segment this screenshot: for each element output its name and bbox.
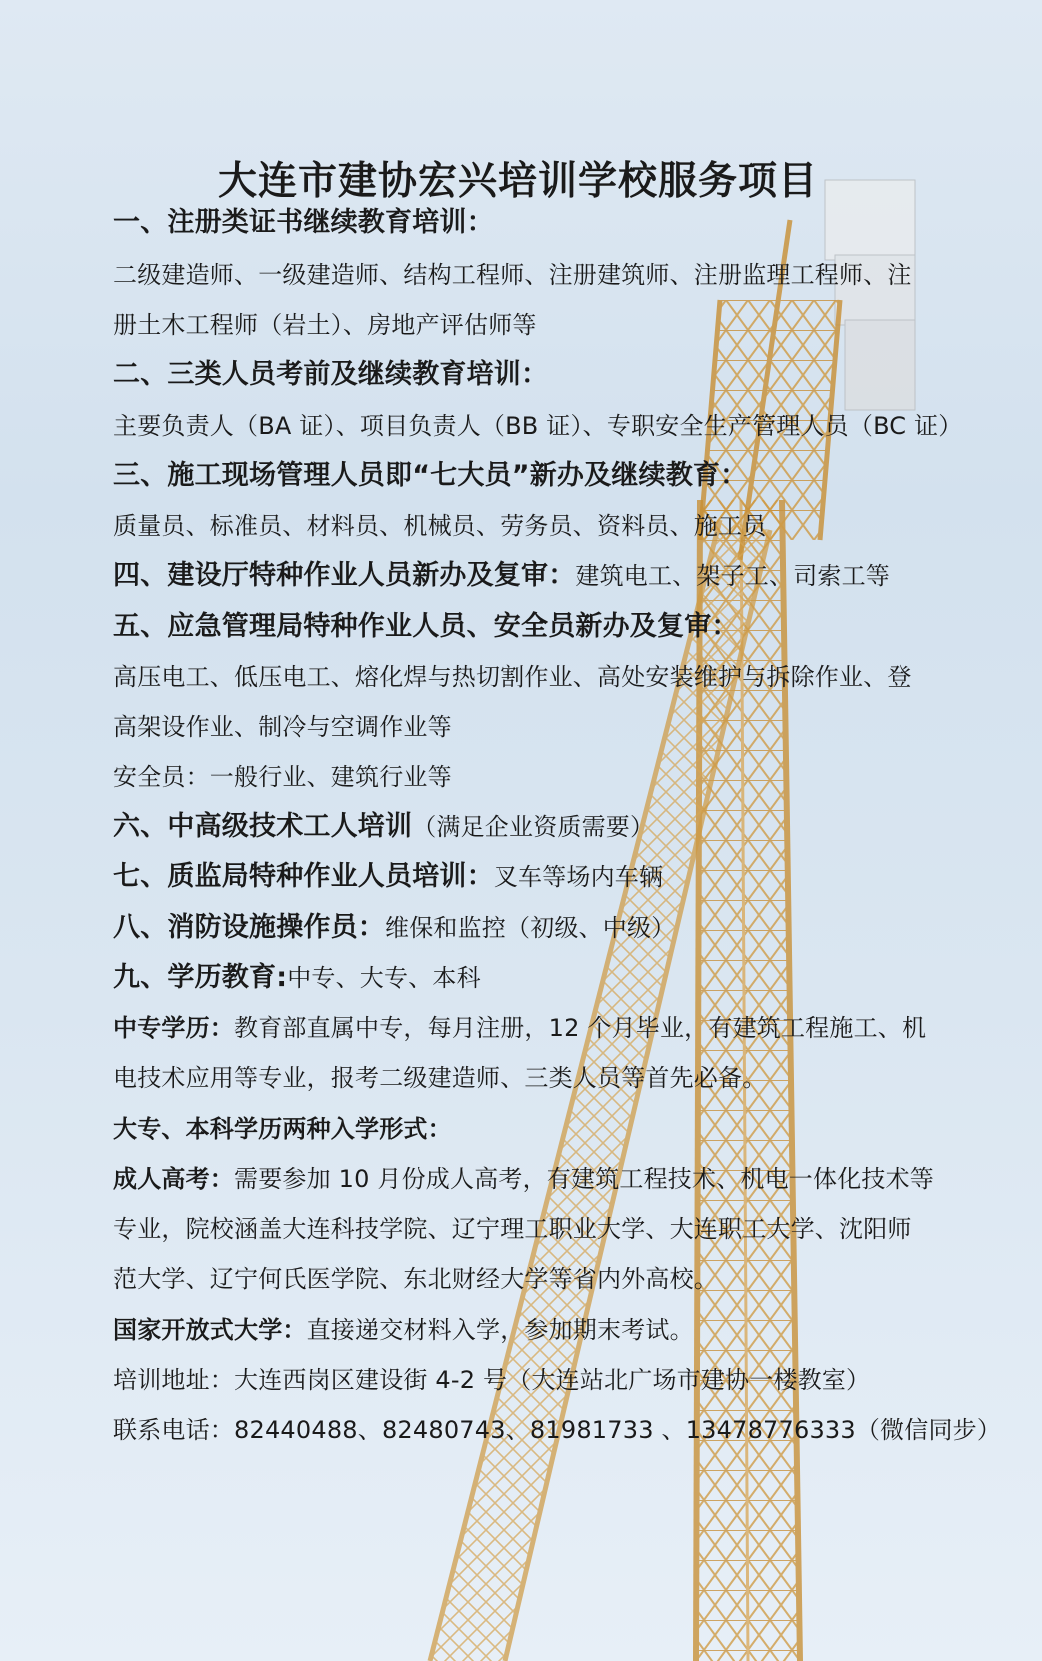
open-university-row [113,1315,694,1345]
page-title: 大连市建协宏兴培训学校服务项目 [217,159,818,204]
training-address: 培训地址：大连西岗区建设街 4-2 号（大连站北广场市建协一楼教室） [113,1366,871,1394]
secondary-school-label: 中专学历： [113,1014,234,1042]
section-1-line-2: 册土木工程师（岩土）、房地产评估师等 [113,311,537,339]
secondary-school-row [113,1013,926,1043]
adult-exam-line-2: 专业，院校涵盖大连科技学院、辽宁理工职业大学、大连职工大学、沈阳师 [113,1215,912,1243]
section-7-text: 叉车等场内车辆 [493,863,664,891]
section-9-heading: 九、学历教育: [113,962,288,993]
section-5-line-2: 高架设作业、制冷与空调作业等 [113,713,452,741]
section-1-heading: 一、注册类证书继续教育培训： [113,207,494,238]
section-8-text: 维保和监控（初级、中级） [385,914,676,942]
adult-exam-line-3: 范大学、辽宁何氏医学院、东北财经大学等省内外高校。 [113,1265,718,1293]
section-8-row [113,913,675,943]
section-9-row [113,963,481,993]
adult-exam-line-1: 需要参加 10 月份成人高考，有建筑工程技术、机电一体化技术等 [234,1165,934,1193]
section-4-text: 建筑电工、架子工、司索工等 [575,562,891,590]
adult-exam-row [113,1164,934,1194]
section-5-line-1: 高压电工、低压电工、熔化焊与热切割作业、高处安装维护与拆除作业、登 [113,663,912,691]
section-3-line-1: 质量员、标准员、材料员、机械员、劳务员、资料员、施工员 [113,512,767,540]
secondary-school-line-1: 教育部直属中专，每月注册，12 个月毕业，有建筑工程施工、机 [234,1014,927,1042]
section-4-heading: 四、建设厅特种作业人员新办及复审： [113,560,576,591]
adult-exam-label: 成人高考： [113,1165,234,1193]
section-2-line-1: 主要负责人（BA 证）、项目负责人（BB 证）、专职安全生产管理人员（BC 证） [113,412,963,440]
college-heading: 大专、本科学历两种入学形式： [113,1115,452,1143]
open-university-text: 直接递交材料入学，参加期末考试。 [306,1316,694,1344]
section-9-text: 中专、大专、本科 [287,964,481,992]
section-6-heading: 六、中高级技术工人培训 [113,811,413,842]
section-3-heading: 三、施工现场管理人员即“七大员”新办及继续教育： [113,460,748,491]
secondary-school-line-2: 电技术应用等专业，报考二级建造师、三类人员等首先必备。 [113,1064,767,1092]
section-1-line-1: 二级建造师、一级建造师、结构工程师、注册建筑师、注册监理工程师、注 [113,261,912,289]
section-6-text: （满足企业资质需要） [412,813,655,841]
section-7-heading: 七、质监局特种作业人员培训： [113,861,494,892]
counterweight [825,180,915,410]
section-2-heading: 二、三类人员考前及继续教育培训： [113,359,549,390]
section-4-row [113,561,890,591]
contact-phone: 联系电话：82440488、82480743、81981733 、13478776333（微信同步） [113,1416,1002,1444]
section-8-heading: 八、消防设施操作员： [113,912,385,943]
section-7-row [113,862,663,892]
section-5-line-3: 安全员：一般行业、建筑行业等 [113,763,452,791]
section-6-row [113,812,654,842]
open-university-label: 国家开放式大学： [113,1316,307,1344]
section-5-heading: 五、应急管理局特种作业人员、安全员新办及复审： [113,611,739,642]
